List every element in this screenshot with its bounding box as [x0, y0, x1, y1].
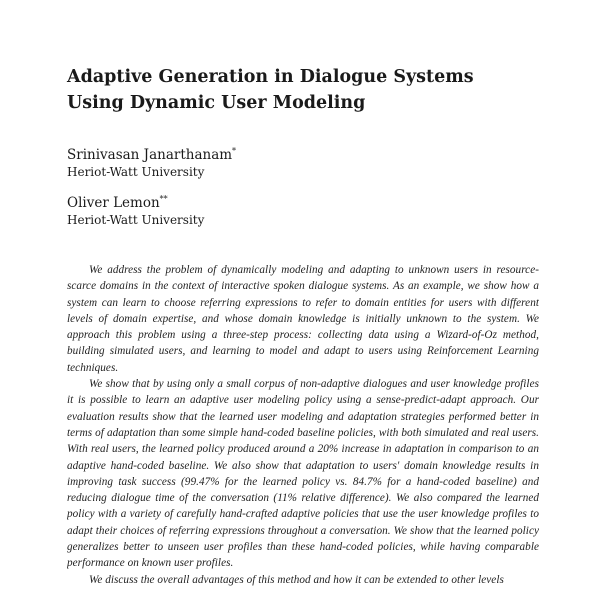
author-affiliation-1: Heriot-Watt University [67, 165, 205, 179]
paper-title-line-1: Adaptive Generation in Dialogue Systems [67, 67, 474, 87]
author-block-1 [67, 146, 236, 181]
paper-title-line-2: Using Dynamic User Modeling [67, 93, 366, 113]
abstract-paragraph-3: We discuss the overall advantages of this method and how it can be extended to other levels [89, 573, 504, 586]
author-affiliation-2: Heriot-Watt University [67, 213, 205, 227]
author-name-2: Oliver Lemon** [67, 194, 168, 211]
abstract-paragraph-2: We show that by using only a small corpus of non-adaptive dialogues and user knowledge profiles it is possible to learn an adaptive user modeling policy using a sense-predict-adapt approach. Our evaluation results show that the learned user modeling and adaptation strategies performed better in terms of adaptation than some simple hand-coded baseline policies, with both simulated and real users. With real users, the learned policy produced around a 20% increase in adaptation in comparison to an adaptive hand-coded baseline. We also show that adaptation to users' domain knowledge results in improving task success (99.47% for the learned policy vs. 84.7% for a hand-coded baseline) and reducing dialogue time of the conversation (11% relative difference). We also compared the learned policy with a variety of carefully hand-crafted adaptive policies that use the user knowledge profiles to adapt their choices of referring expressions throughout a conversation. We show that the learned policy generalizes better to unseen user profiles than these hand-coded policies, while having comparable performance on known user profiles. [67, 378, 539, 570]
author-footnote-mark-1: * [232, 146, 237, 156]
abstract-paragraph-1: We address the problem of dynamically modeling and adapting to unknown users in resource-scarce domains in the context of interactive spoken dialogue systems. As an example, we show how a system can learn to choose referring expressions to refer to domain entities for users with different levels of domain expertise, and whose domain knowledge is initially unknown to the system. We approach this problem using a three-step process: collecting data using a Wizard-of-Oz method, building simulated users, and learning to model and adapt to users using Reinforcement Learning techniques. [67, 264, 539, 374]
author-block-2 [67, 194, 204, 229]
abstract [67, 262, 539, 600]
author-name-1: Srinivasan Janarthanam* [67, 146, 237, 163]
paper-title [67, 64, 527, 116]
author-footnote-mark-2: ** [159, 194, 168, 204]
